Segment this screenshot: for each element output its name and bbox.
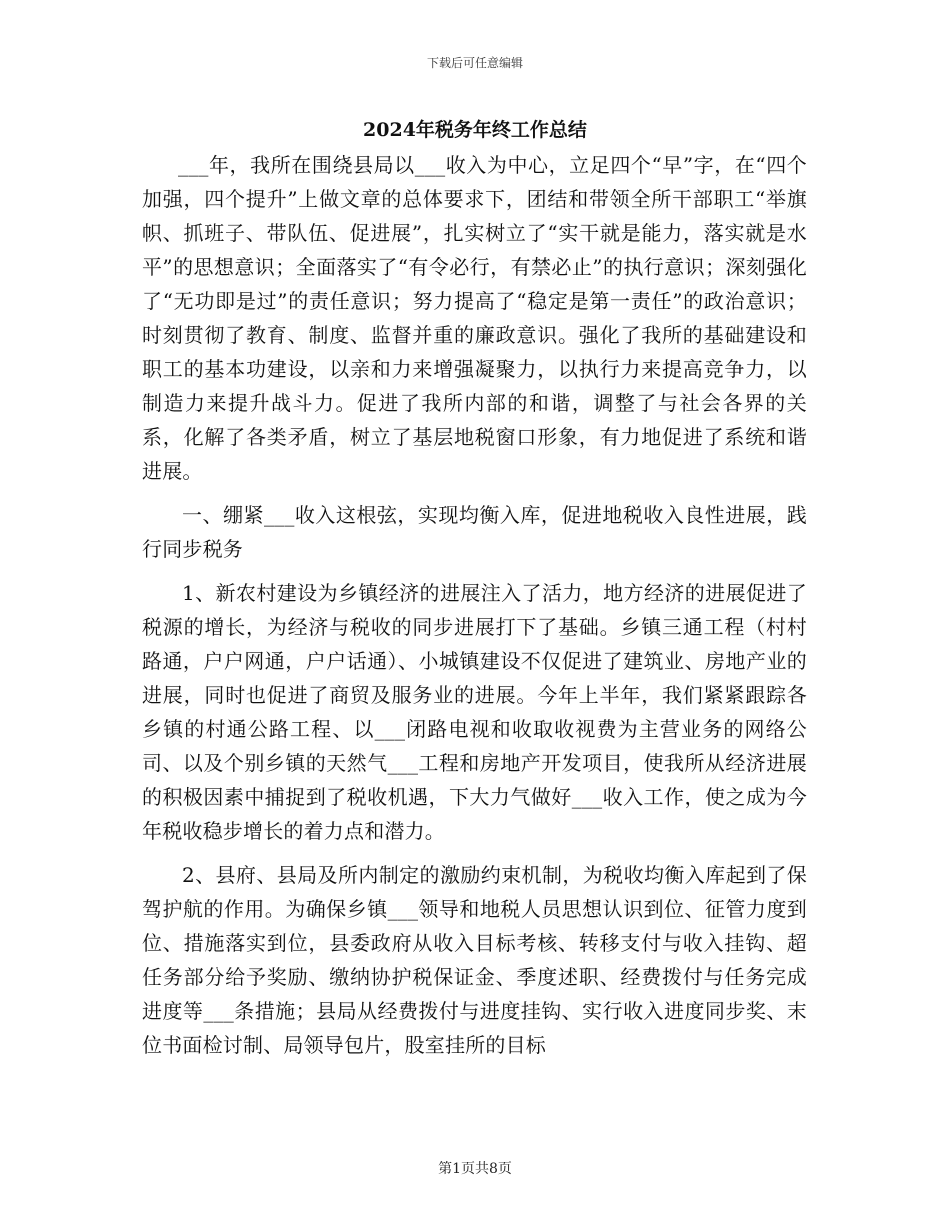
section-heading-1: 一、绷紧___收入这根弦，实现均衡入库，促进地税收入良性进展，践行同步税务 xyxy=(142,503,807,561)
document-body xyxy=(142,148,807,1062)
intro-paragraph: ___年，我所在围绕县局以___收入为中心，立足四个“早”字，在“四个加强，四个提升”上做文章的总体要求下，团结和带领全所干部职工“举旗帜、抓班子、带队伍、促进展”，扎实树立了“实干就是能力，落实就是水平”的思想意识；全面落实了“有令必行，有禁必止”的执行意识；深刻强化了“无功即是过”的责任意识；努力提高了“稳定是第一责任”的政治意识；时刻贯彻了教育、制度、监督并重的廉政意识。强化了我所的基础建设和职工的基本功建设，以亲和力来增强凝聚力，以执行力来提高竞争力，以制造力来提升战斗力。促进了我所内部的和谐，调整了与社会各界的关系，化解了各类矛盾，树立了基层地税窗口形象，有力地促进了系统和谐进展。 xyxy=(142,153,807,483)
page-footer: 第1页共8页 xyxy=(438,1161,512,1177)
page-header: 下载后可任意编辑 xyxy=(426,56,523,70)
item-paragraph-2: 2、县府、县局及所内制定的激励约束机制，为税收均衡入库起到了保驾护航的作用。为确保乡镇___领导和地税人员思想认识到位、征管力度到位、措施落实到位，县委政府从收入目标考核、转移支付与收入挂钩、超任务部分给予奖励、缴纳协护税保证金、季度述职、经费拨付与任务完成进度等___条措施；县局从经费拨付与进度挂钩、实行收入进度同步奖、末位书面检讨制、局领导包片，股室挂所的目标 xyxy=(142,863,807,1057)
item-paragraph-1: 1、新农村建设为乡镇经济的进展注入了活力，地方经济的进展促进了税源的增长，为经济与税收的同步进展打下了基础。乡镇三通工程（村村路通，户户网通，户户话通）、小城镇建设不仅促进了建筑业、房地产业的进展，同时也促进了商贸及服务业的进展。今年上半年，我们紧紧跟踪各乡镇的村通公路工程、以___闭路电视和收取收视费为主营业务的网络公司、以及个别乡镇的天然气___工程和房地产开发项目，使我所从经济进展的积极因素中捕捉到了税收机遇，下大力气做好___收入工作，使之成为今年税收稳步增长的着力点和潜力。 xyxy=(142,581,807,843)
document-title: 2024年税务年终工作总结 xyxy=(363,119,587,141)
